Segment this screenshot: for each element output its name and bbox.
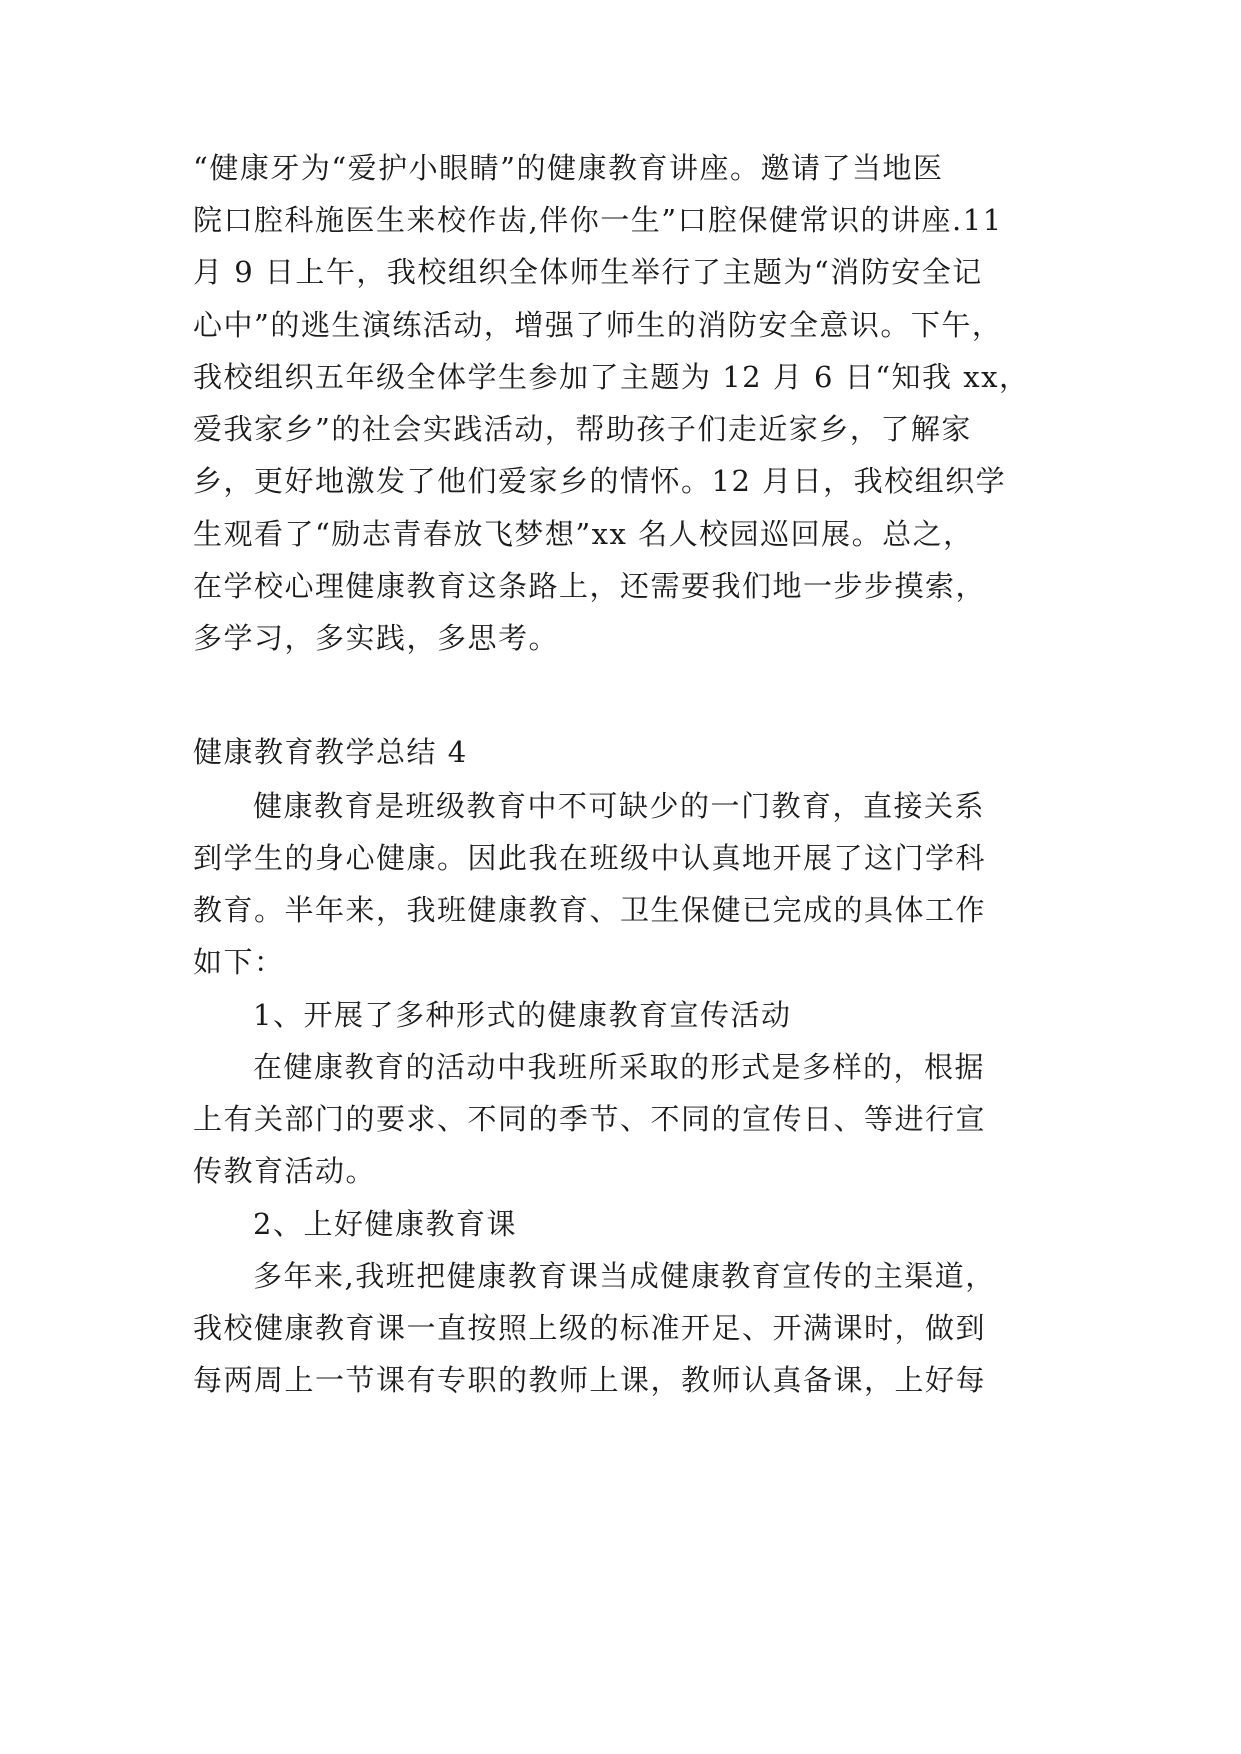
body-text-line: 在健康教育的活动中我班所采取的形式是多样的，根据 xyxy=(253,1050,986,1084)
body-text-line: 我校组织五年级全体学生参加了主题为 12 月 6 日“知我 xx， xyxy=(193,360,1030,394)
body-text-line: “健康牙为“爱护小眼睛”的健康教育讲座。邀请了当地医 xyxy=(193,151,944,185)
body-text-line: 健康教育是班级教育中不可缺少的一门教育，直接关系 xyxy=(253,789,986,823)
item-heading: 1、开展了多种形式的健康教育宣传活动 xyxy=(253,998,792,1032)
body-text-line: 生观看了“励志青春放飞梦想”xx 名人校园巡回展。总之， xyxy=(193,517,974,551)
body-text-line: 爱我家乡”的社会实践活动，帮助孩子们走近家乡，了解家 xyxy=(193,412,972,446)
body-text-line: 月 9 日上午，我校组织全体师生举行了主题为“消防安全记 xyxy=(193,255,983,289)
body-text-line: 如下： xyxy=(193,945,285,979)
section-title: 健康教育教学总结 4 xyxy=(193,735,468,769)
body-text-line: 心中”的逃生演练活动，增强了师生的消防安全意识。下午， xyxy=(193,308,1003,342)
body-text-line: 传教育活动。 xyxy=(193,1154,377,1188)
body-text-line: 我校健康教育课一直按照上级的标准开足、开满课时，做到 xyxy=(193,1311,987,1345)
body-text-line: 乡，更好地激发了他们爱家乡的情怀。12 月日，我校组织学 xyxy=(193,464,1007,498)
item-heading: 2、上好健康教育课 xyxy=(253,1207,517,1241)
body-text-line: 到学生的身心健康。因此我在班级中认真地开展了这门学科 xyxy=(193,841,987,875)
body-text-line: 多年来,我班把健康教育课当成健康教育宣传的主渠道， xyxy=(253,1259,996,1293)
body-text-line: 多学习，多实践，多思考。 xyxy=(193,621,560,655)
body-text-line: 教育。半年来，我班健康教育、卫生保健已完成的具体工作 xyxy=(193,893,987,927)
body-text-line: 在学校心理健康教育这条路上，还需要我们地一步步摸索， xyxy=(193,569,987,603)
body-text-line: 上有关部门的要求、不同的季节、不同的宣传日、等进行宣 xyxy=(193,1102,987,1136)
body-text-line: 每两周上一节课有专职的教师上课，教师认真备课，上好每 xyxy=(193,1363,987,1397)
body-text-line: 院口腔科施医生来校作齿,伴你一生”口腔保健常识的讲座.11 xyxy=(193,203,1003,237)
